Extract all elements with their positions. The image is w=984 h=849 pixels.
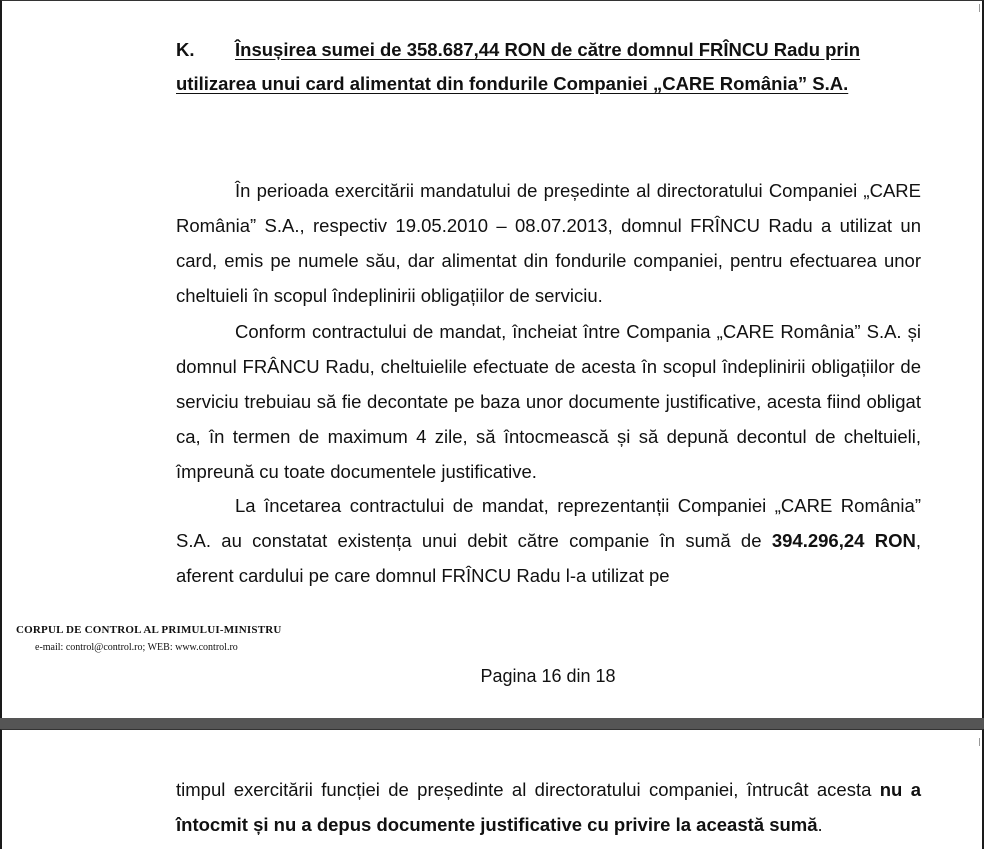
continuation-bold-text: nu a întocmit și nu a depus documente justificative cu privire la această sumă	[176, 779, 921, 835]
paragraph-2-text: Conform contractului de mandat, încheiat între Compania „CARE România” S.A. și domnul FRÂNCU Radu, cheltuielile efectuate de acesta în scopul îndeplinirii obligațiilor de serviciu trebuiau să fie decontate pe baza unor documente justificative, acesta fiind obligat ca, în termen de maximum 4 zile, să întocmească și să depună decontul de cheltuieli, împreună cu toate documentele justificative.	[176, 321, 921, 482]
document-page-17	[0, 729, 984, 849]
page-edge-mark	[979, 738, 980, 746]
section-heading-text: Însușirea sumei de 358.687,44 RON de către domnul FRÎNCU Radu prin utilizarea unui card alimentat din fondurile Companiei „CARE România” S.A.	[176, 39, 861, 94]
paragraph-1	[176, 173, 921, 313]
page-number: Pagina 16 din 18	[480, 666, 616, 686]
continuation-text-start: timpul exercitării funcției de președinte al directoratului companiei, întrucât acesta	[176, 779, 880, 800]
continuation-text-end: .	[817, 814, 823, 835]
paragraph-1-text: În perioada exercitării mandatului de președinte al directoratului Companiei „CARE România” S.A., respectiv 19.05.2010 – 08.07.2013, domnul FRÎNCU Radu a utilizat un card, emis pe numele său, dar alimentat din fondurile companiei, pentru efectuarea unor cheltuieli în scopul îndeplinirii obligațiilor de serviciu.	[176, 180, 921, 306]
paragraph-3	[176, 488, 921, 593]
footer-contact: e-mail: control@control.ro; WEB: www.control.ro	[35, 642, 238, 653]
paragraph-2	[176, 314, 921, 489]
page-separator	[0, 718, 984, 729]
page-edge-mark	[979, 4, 980, 12]
paragraph-3-text-end: , aferent cardului pe care domnul FRÎNCU Radu l-a utilizat pe	[176, 530, 921, 586]
debit-amount: 394.296,24 RON	[771, 530, 916, 551]
footer-organization: CORPUL DE CONTROL AL PRIMULUI-MINISTRU	[16, 624, 282, 636]
paragraph-3-text-start: La încetarea contractului de mandat, reprezentanții Companiei „CARE România” S.A. au constatat existența unui debit către companie în sumă de	[176, 495, 921, 551]
section-heading-prefix: K.	[176, 39, 195, 60]
paragraph-continuation	[176, 772, 921, 842]
section-heading-k	[176, 33, 921, 101]
